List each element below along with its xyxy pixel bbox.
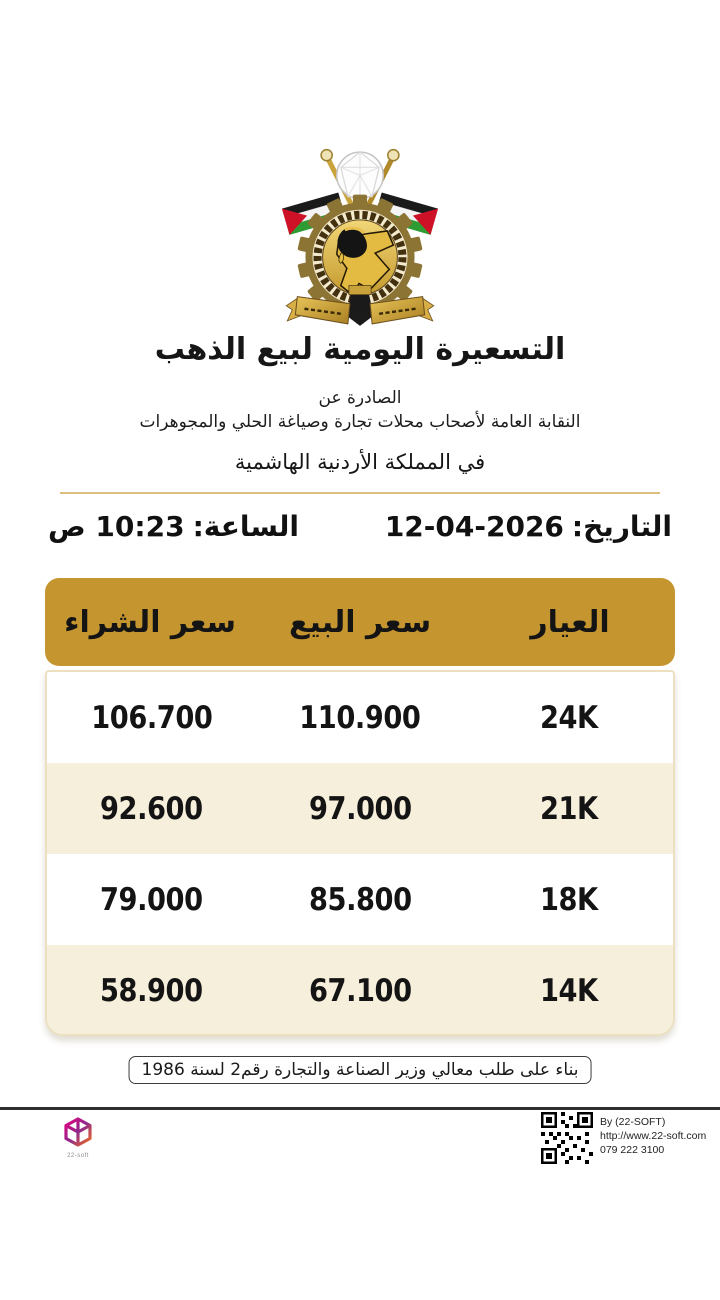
page-title: التسعيرة اليومية لبيع الذهب: [154, 332, 566, 367]
column-header-buy: سعر الشراء: [64, 604, 237, 640]
table-row-14k: [47, 945, 673, 1036]
qr-code-icon: [541, 1112, 593, 1164]
buy-price: 58.900: [100, 972, 203, 1009]
column-header-karat: العيار: [530, 604, 610, 640]
sell-price: 67.100: [308, 972, 412, 1009]
emblem-graphic: [271, 136, 449, 334]
buy-price: 106.700: [90, 699, 212, 736]
credit-block: [600, 1115, 715, 1158]
credit-phone: 079 222 3100: [600, 1144, 665, 1157]
sell-price: 97.000: [308, 790, 412, 827]
time-field: [48, 510, 299, 543]
footer-divider: [0, 1107, 720, 1110]
union-name-label: النقابة العامة لأصحاب محلات تجارة وصياغة الحلي والمجوهرات: [139, 412, 581, 432]
sell-price: 110.900: [299, 699, 421, 736]
country-label: في المملكة الأردنية الهاشمية: [234, 450, 486, 474]
price-table-body: [45, 670, 675, 1036]
gold-divider: [60, 492, 660, 494]
soft22-logo-caption: 22-soft: [67, 1153, 89, 1159]
cube-icon: [61, 1116, 95, 1148]
time-label: الساعة:: [192, 510, 299, 543]
credit-url: http://www.22-soft.com: [600, 1130, 707, 1143]
date-label: التاريخ:: [571, 510, 672, 543]
soft22-logo: [58, 1116, 98, 1159]
buy-price: 92.600: [100, 790, 203, 827]
union-emblem-logo: [271, 136, 449, 338]
karat-value: 14K: [539, 972, 598, 1009]
karat-value: 24K: [539, 699, 598, 736]
karat-value: 18K: [539, 881, 598, 918]
issued-by-label: الصادرة عن: [318, 388, 402, 408]
qr-code: [541, 1112, 593, 1168]
date-value: 12-04-2026: [384, 510, 564, 543]
ministerial-note: بناء على طلب معالي وزير الصناعة والتجارة رقم2 لسنة 1986: [129, 1056, 592, 1084]
buy-price: 79.000: [100, 881, 203, 918]
column-header-sell: سعر البيع: [289, 604, 432, 640]
diamond-gem-icon: [337, 152, 383, 198]
date-field: [385, 510, 672, 543]
table-row-21k: [47, 763, 673, 854]
credit-by: By (22-SOFT): [600, 1116, 666, 1128]
table-row-24k: [47, 672, 673, 763]
sell-price: 85.800: [308, 881, 412, 918]
karat-value: 21K: [539, 790, 598, 827]
price-table-header: [45, 578, 675, 666]
time-value: 10:23 ص: [48, 510, 185, 543]
table-row-18k: [47, 854, 673, 945]
datetime-row: [0, 510, 720, 543]
